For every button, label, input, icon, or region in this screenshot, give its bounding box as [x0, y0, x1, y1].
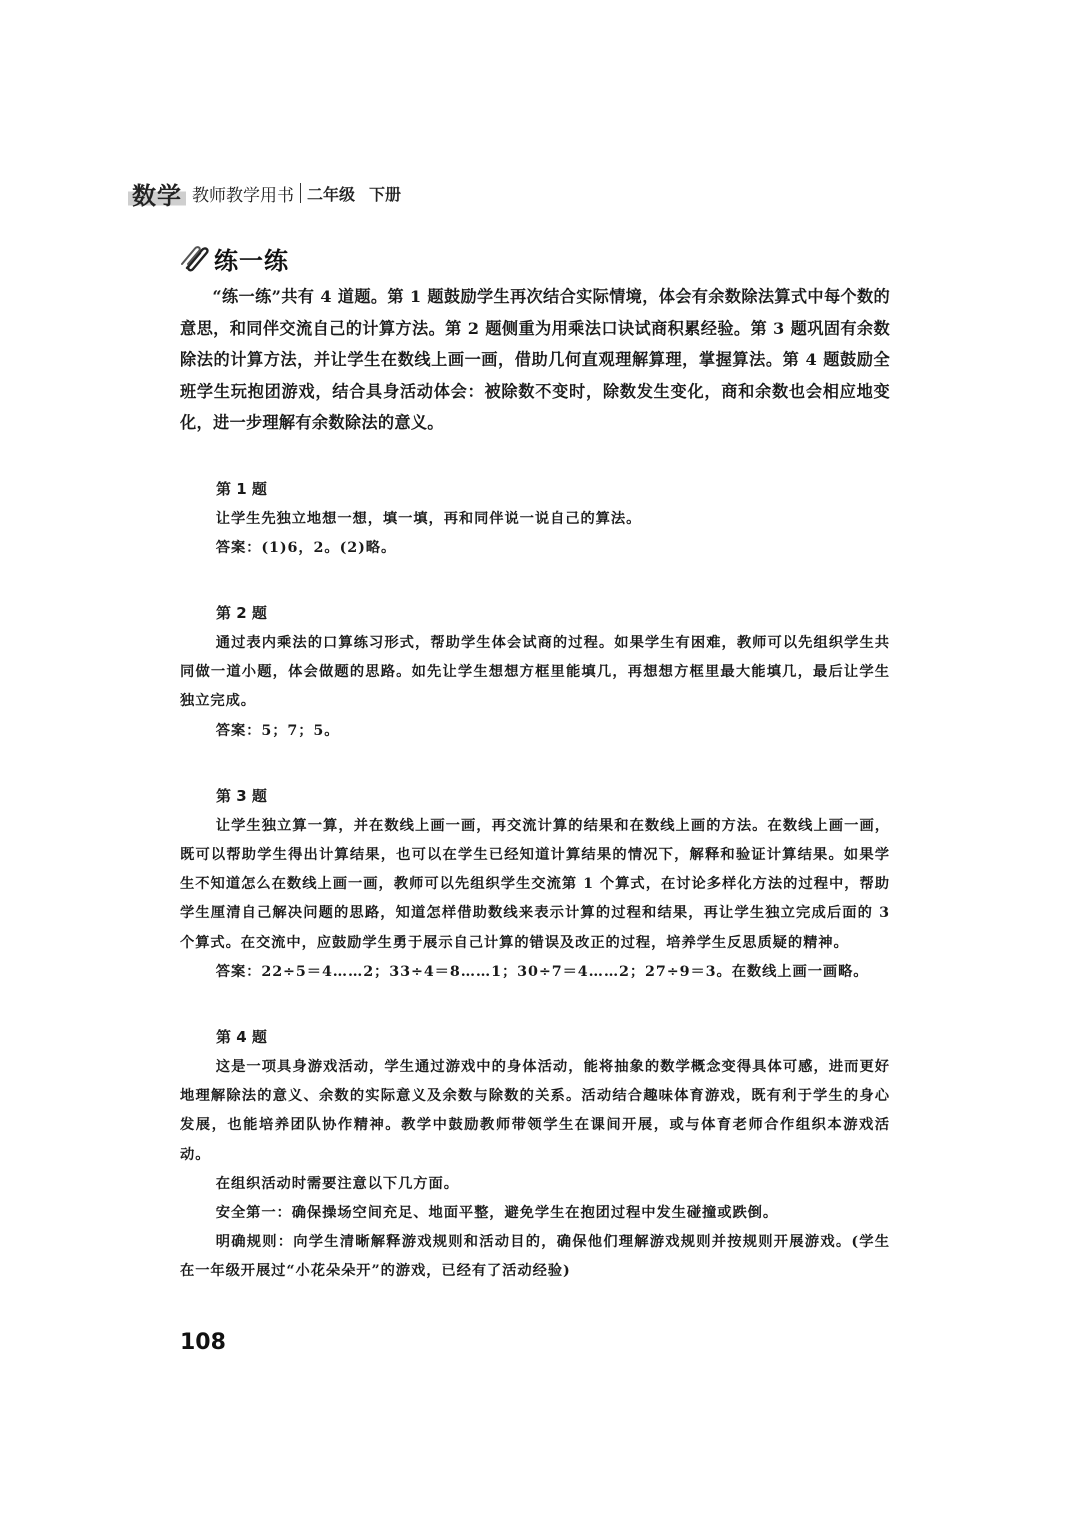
paperclip-icon [178, 242, 212, 274]
problem-answer: 答案：22÷5＝4……2；33÷4＝8……1；30÷7＝4……2；27÷9＝3。在数线上画一画略。 [215, 963, 869, 980]
problem-answer: 答案：(1)6，2。(2)略。 [215, 539, 397, 556]
header-logo: 数学 [128, 176, 186, 211]
content-body [180, 281, 890, 1287]
problem-title: 第 3 题 [216, 786, 267, 805]
problem-block [180, 599, 890, 746]
section-intro: “练一练”共有 4 道题。第 1 题鼓励学生再次结合实际情境，体会有余数除法算式中每个数的意思，和同伴交流自己的计算方法。第 2 题侧重为用乘法口诀试商积累经验。第 3 题巩固有余数除法的计算方法，并让学生在数线上画一画，借助几何直观理解算理，掌握算法。第 4 题鼓励全班学生玩抱团游戏，结合具身活动体会：被除数不变时，除数发生变化，商和余数也会相应地变化，进一步理解有余数除法的意义。 [180, 287, 890, 432]
header-volume: 下册 [369, 184, 402, 204]
problem-paragraph: 通过表内乘法的口算练习形式，帮助学生体会试商的过程。如果学生有困难，教师可以先组织学生共同做一道小题，体会做题的思路。如先让学生想想方框里能填几，再想想方框里最大能填几，最后让学生独立完成。 [180, 634, 890, 710]
problem-title: 第 2 题 [216, 603, 267, 622]
header-book-title: 教师教学用书 [192, 185, 294, 206]
problem-title: 第 4 题 [216, 1027, 267, 1046]
header-grade: 二年级 [307, 184, 356, 204]
header-divider [300, 183, 301, 203]
problem-paragraph: 安全第一：确保操场空间充足、地面平整，避免学生在抱团过程中发生碰撞或跌倒。 [215, 1204, 779, 1221]
section-heading [178, 240, 289, 276]
problem-title: 第 1 题 [216, 479, 267, 498]
problem-block [180, 782, 890, 987]
problem-paragraph: 让学生独立算一算，并在数线上画一画，再交流计算的结果和在数线上画的方法。在数线上画一画，既可以帮助学生得出计算结果，也可以在学生已经知道计算结果的情况下，解释和验证计算结果。如果学生不知道怎么在数线上画一画，教师可以先组织学生交流第 1 个算式，在讨论多样化方法的过程中，帮助学生厘清自己解决问题的思路，知道怎样借助数线来表示计算的过程和结果，再让学生独立完成后面的 3 个算式。在交流中，应鼓励学生勇于展示自己计算的错误及改正的过程，培养学生反思质疑的精神。 [180, 817, 890, 951]
section-title: 练一练 [214, 246, 289, 275]
page-number: 108 [180, 1330, 226, 1355]
running-header [128, 178, 401, 208]
problem-paragraph: 让学生先独立地想一想，填一填，再和同伴说一说自己的算法。 [215, 510, 642, 527]
problem-paragraph: 这是一项具身游戏活动，学生通过游戏中的身体活动，能将抽象的数学概念变得具体可感，进而更好地理解除法的意义、余数的实际意义及余数与除数的关系。活动结合趣味体育游戏，既有利于学生的身心发展，也能培养团队协作精神。教学中鼓励教师带领学生在课间开展，或与体育老师合作组织本游戏活动。 [180, 1058, 890, 1163]
problem-block [180, 1023, 890, 1287]
problem-paragraph: 明确规则：向学生清晰解释游戏规则和活动目的，确保他们理解游戏规则并按规则开展游戏。(学生在一年级开展过“小花朵朵开”的游戏，已经有了活动经验) [180, 1234, 890, 1280]
problem-block [180, 475, 890, 563]
problem-answer: 答案：5；7；5。 [215, 722, 340, 739]
problem-paragraph: 在组织活动时需要注意以下几方面。 [215, 1175, 459, 1192]
